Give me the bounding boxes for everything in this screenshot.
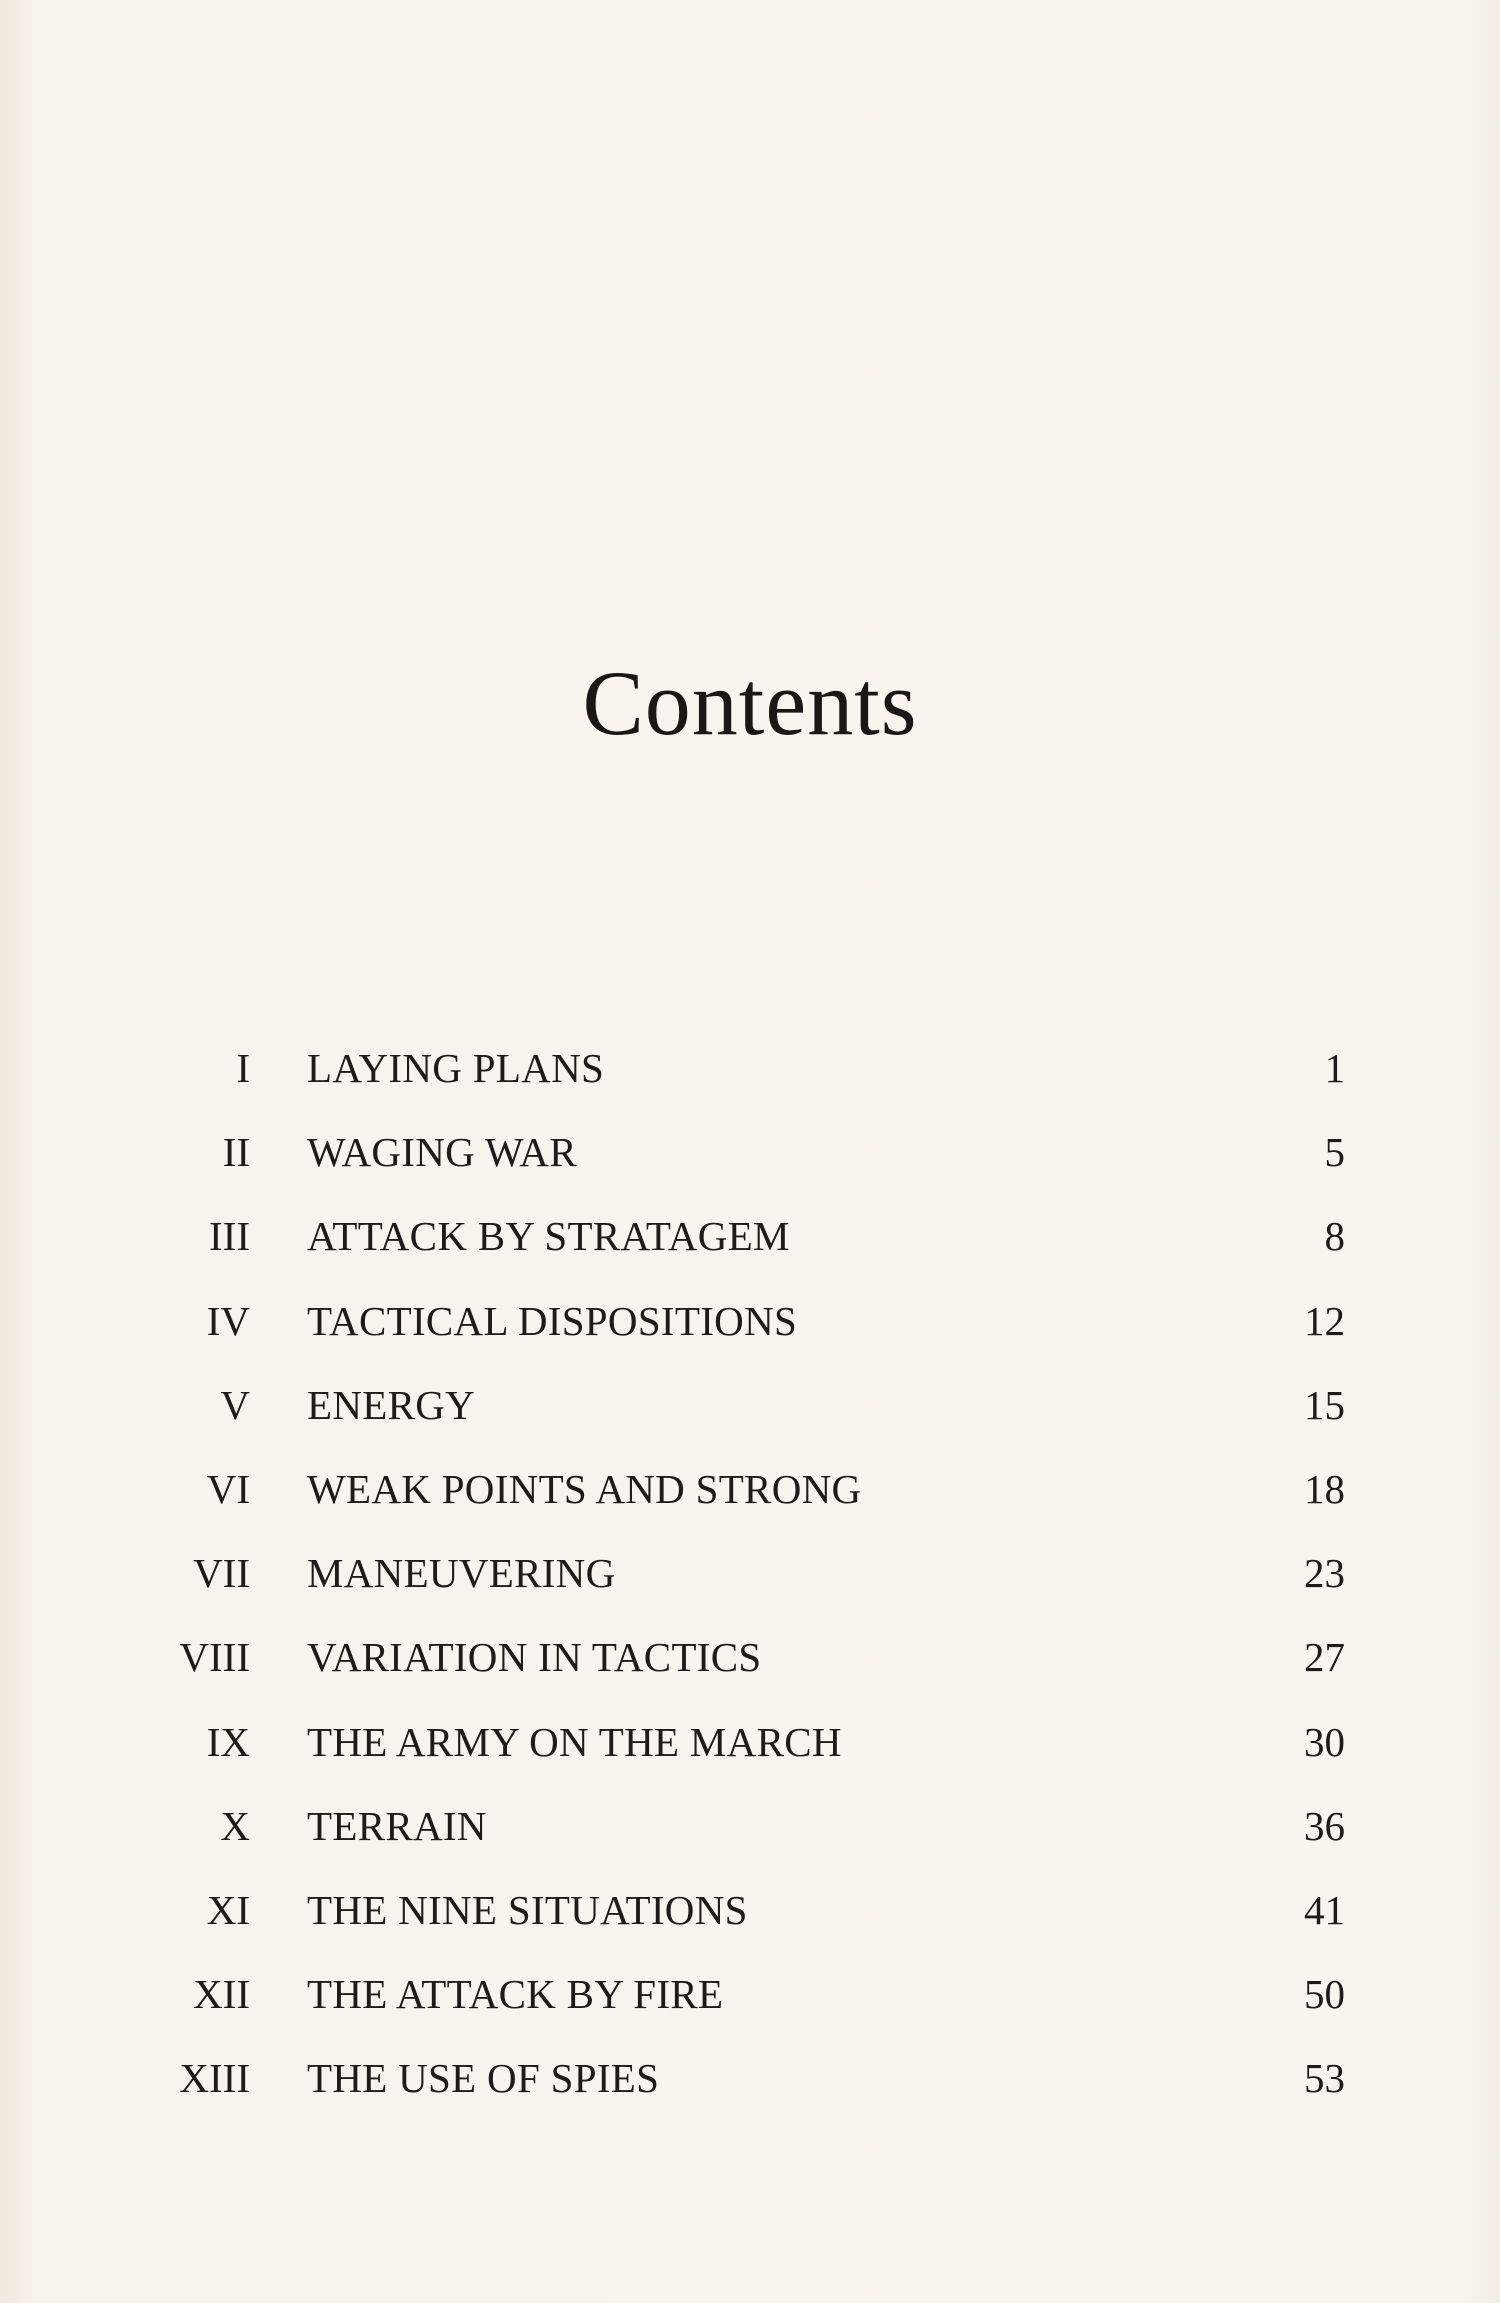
chapter-number: IX: [206, 1718, 250, 1765]
toc-entry: [0, 1615, 1500, 1699]
page-number: 53: [1304, 2055, 1345, 2102]
page-number: 41: [1304, 1886, 1345, 1933]
chapter-title: ENERGY: [307, 1381, 476, 1428]
toc-entry: [0, 1700, 1500, 1784]
chapter-number: IV: [206, 1297, 250, 1344]
toc-entry: [0, 1784, 1500, 1868]
toc-entry: [0, 1447, 1500, 1531]
chapter-title: MANEUVERING: [307, 1550, 616, 1597]
page-number: 8: [1324, 1213, 1345, 1260]
table-of-contents: [0, 1026, 1500, 2120]
chapter-number: XI: [206, 1886, 250, 1933]
toc-entry: [0, 1952, 1500, 2036]
page-number: 5: [1324, 1129, 1345, 1176]
chapter-title: THE ATTACK BY FIRE: [307, 1971, 724, 2018]
page-number: 50: [1304, 1971, 1345, 2018]
page-number: 12: [1304, 1297, 1345, 1344]
chapter-number: XII: [193, 1971, 250, 2018]
chapter-title: WAGING WAR: [307, 1129, 577, 1176]
chapter-number: VIII: [179, 1634, 250, 1681]
toc-entry: [0, 1531, 1500, 1615]
chapter-title: TACTICAL DISPOSITIONS: [307, 1297, 798, 1344]
chapter-title: ATTACK BY STRATAGEM: [307, 1213, 790, 1260]
chapter-title: VARIATION IN TACTICS: [307, 1634, 762, 1681]
chapter-number: VII: [193, 1550, 250, 1597]
page-number: 23: [1304, 1550, 1345, 1597]
page-number: 1: [1324, 1045, 1345, 1091]
chapter-number: II: [222, 1129, 250, 1176]
toc-entry: [0, 1363, 1500, 1447]
chapter-title: WEAK POINTS AND STRONG: [307, 1465, 862, 1512]
chapter-title: THE NINE SITUATIONS: [307, 1886, 748, 1933]
toc-entry: [0, 2036, 1500, 2120]
page-title: Contents: [582, 652, 918, 754]
chapter-number: X: [220, 1802, 250, 1849]
chapter-title: THE USE OF SPIES: [307, 2055, 660, 2102]
page-number: 15: [1304, 1381, 1345, 1428]
page-number: 30: [1304, 1718, 1345, 1765]
toc-entry: [0, 1279, 1500, 1363]
page-number: 36: [1304, 1802, 1345, 1849]
toc-entry: [0, 1868, 1500, 1952]
chapter-number: III: [209, 1213, 250, 1260]
chapter-number: XIII: [179, 2055, 250, 2102]
chapter-number: VI: [206, 1465, 250, 1512]
chapter-title: LAYING PLANS: [307, 1045, 605, 1091]
toc-entry: [0, 1194, 1500, 1278]
page-number: 27: [1304, 1634, 1345, 1681]
chapter-title: THE ARMY ON THE MARCH: [307, 1718, 842, 1765]
page-number: 18: [1304, 1465, 1345, 1512]
chapter-number: V: [220, 1381, 250, 1428]
toc-entry: [0, 1110, 1500, 1194]
toc-entry: [0, 1026, 1500, 1110]
chapter-title: TERRAIN: [307, 1802, 487, 1849]
chapter-number: I: [236, 1045, 250, 1091]
